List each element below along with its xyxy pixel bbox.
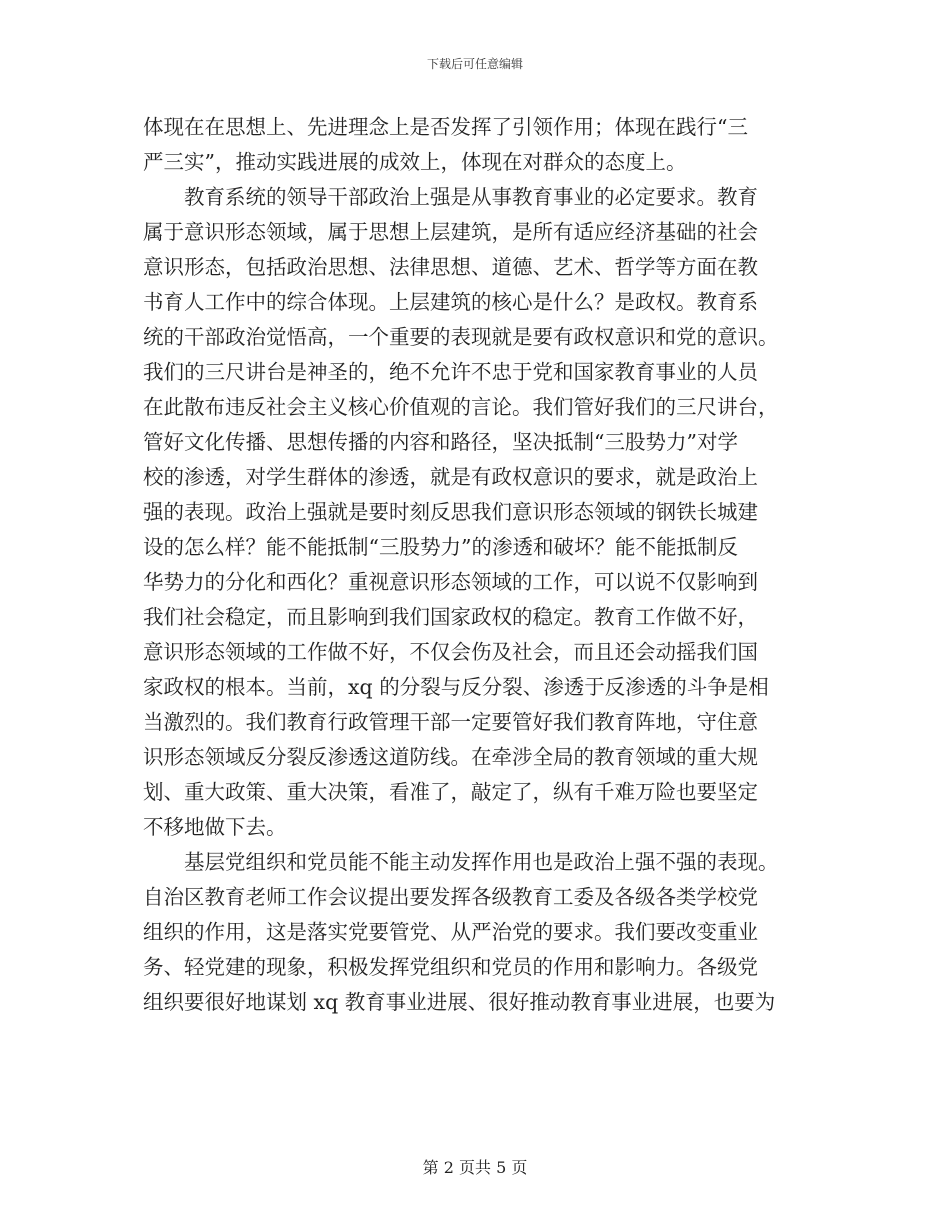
paragraph-line: 强的表现。政治上强就是要时刻反思我们意识形态领域的钢铁长城建 (143, 500, 758, 524)
paragraph-line: 统的干部政治觉悟高，一个重要的表现就是要有政权意识和党的意识。 (143, 325, 779, 349)
page-number: 第 2 页共 5 页 (422, 1158, 528, 1177)
paragraph-line: 识形态领域反分裂反渗透这道防线。在牵涉全局的教育领域的重大规 (143, 745, 758, 769)
paragraph-line: 组织的作用，这是落实党要管党、从严治党的要求。我们要改变重业 (143, 920, 758, 944)
paragraph-line: 管好文化传播、思想传播的内容和路径，坚决抵制“三股势力”对学 (143, 430, 738, 454)
paragraph-line: 我们社会稳定，而且影响到我们国家政权的稳定。教育工作做不好， (143, 605, 758, 629)
document-body (143, 110, 808, 1020)
page-header: 下载后可任意编辑 (426, 57, 523, 71)
paragraph-line: 家政权的根本。当前，xq 的分裂与反分裂、渗透于反渗透的斗争是相 (143, 675, 769, 699)
paragraph-line: 书育人工作中的综合体现。上层建筑的核心是什么？是政权。教育系 (143, 290, 758, 314)
paragraph-line: 我们的三尺讲台是神圣的，绝不允许不忠于党和国家教育事业的人员 (143, 360, 758, 384)
paragraph-line: 体现在在思想上、先进理念上是否发挥了引领作用；体现在践行“三 (143, 115, 748, 139)
paragraph-line: 教育系统的领导干部政治上强是从事教育事业的必定要求。教育 (184, 185, 758, 209)
paragraph-line: 属于意识形态领域，属于思想上层建筑，是所有适应经济基础的社会 (143, 220, 758, 244)
paragraph-line: 意识形态，包括政治思想、法律思想、道德、艺术、哲学等方面在教 (143, 255, 758, 279)
paragraph-line: 设的怎么样？能不能抵制“三股势力”的渗透和破坏？能不能抵制反 (143, 535, 738, 559)
paragraph-line: 划、重大政策、重大决策，看准了，敲定了，纵有千难万险也要坚定 (143, 780, 758, 804)
paragraph-line: 在此散布违反社会主义核心价值观的言论。我们管好我们的三尺讲台， (143, 395, 779, 419)
paragraph-line: 自治区教育老师工作会议提出要发挥各级教育工委及各级各类学校党 (143, 885, 758, 909)
paragraph-line: 意识形态领域的工作做不好，不仅会伤及社会，而且还会动摇我们国 (143, 640, 758, 664)
paragraph-line: 华势力的分化和西化？重视意识形态领域的工作，可以说不仅影响到 (143, 570, 758, 594)
paragraph-line: 务、轻党建的现象，积极发挥党组织和党员的作用和影响力。各级党 (143, 955, 758, 979)
paragraph-line: 严三实”，推动实践进展的成效上，体现在对群众的态度上。 (143, 150, 687, 174)
paragraph-line: 基层党组织和党员能不能主动发挥作用也是政治上强不强的表现。 (184, 850, 779, 874)
paragraph-line: 不移地做下去。 (143, 815, 287, 839)
paragraph-line: 校的渗透，对学生群体的渗透，就是有政权意识的要求，就是政治上 (143, 465, 758, 489)
paragraph-line: 当激烈的。我们教育行政管理干部一定要管好我们教育阵地，守住意 (143, 710, 758, 734)
paragraph-line: 组织要很好地谋划 xq 教育事业进展、很好推动教育事业进展，也要为 (143, 990, 776, 1014)
